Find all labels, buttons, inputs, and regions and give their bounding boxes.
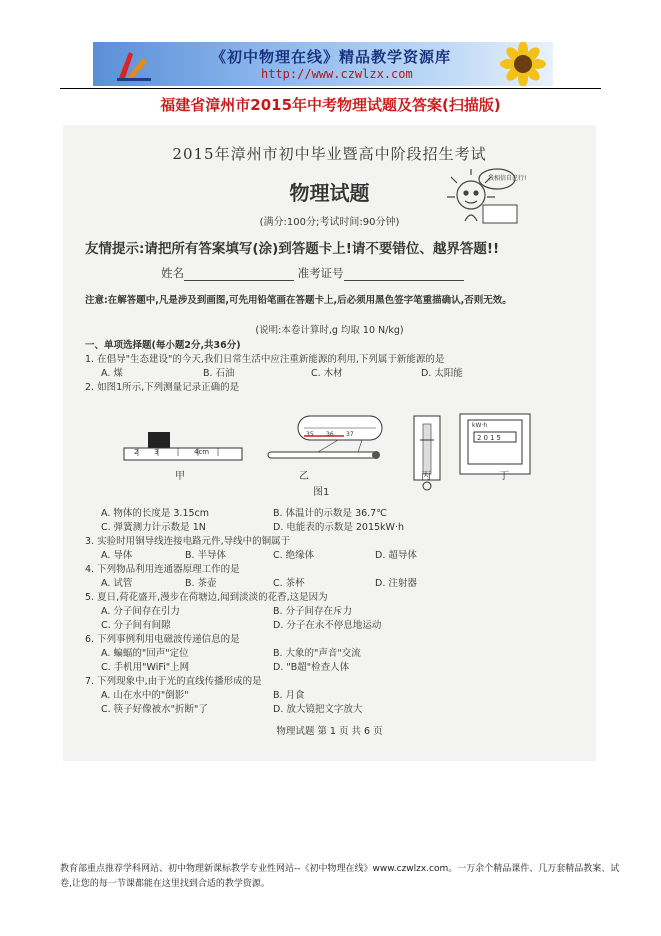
option: C. 弹簧测力计示数是 1N bbox=[101, 522, 206, 533]
name-blank bbox=[184, 268, 294, 281]
option: B. 茶壶 bbox=[185, 578, 217, 589]
banner-title: 《初中物理在线》精品教学资源库 bbox=[211, 48, 452, 66]
fig-label-bing: 丙 bbox=[421, 471, 431, 482]
banner-url[interactable]: http://www.czwlzx.com bbox=[261, 67, 413, 81]
mascot-speech: 我相信自己行! bbox=[488, 175, 527, 182]
option: C. 分子间有间隙 bbox=[101, 620, 171, 631]
ruler-tick: 3 bbox=[154, 448, 159, 456]
figure-caption: 图1 bbox=[313, 487, 330, 498]
question-stem: 4. 下列物品利用连通器原理工作的是 bbox=[85, 564, 240, 575]
sunflower-icon bbox=[495, 42, 551, 86]
meter-digit: 2 bbox=[477, 434, 484, 442]
bottom-ad-note: 教育部重点推荐学科网站、初中物理新课标教学专业性网站--《初中物理在线》www.czwlzx.com。一万余个精品课件、几万套精品教案、试卷,让您的每一节课都能在这里找到合适的教学资源。 bbox=[60, 864, 620, 889]
option: A. 蝙蝠的"回声"定位 bbox=[101, 648, 189, 659]
meter-digit: 0 bbox=[483, 434, 490, 442]
thermo-tick: 35 bbox=[306, 431, 314, 438]
fig-label-yi: 乙 bbox=[299, 471, 309, 482]
explain-line: (说明:本卷计算时,g 均取 10 N/kg) bbox=[255, 325, 404, 336]
option: C. 手机用"WiFi"上网 bbox=[101, 662, 190, 673]
option: C. 绝缘体 bbox=[273, 550, 315, 561]
ticket-blank bbox=[344, 268, 464, 281]
thermometer-figure bbox=[268, 416, 382, 459]
option: A. 分子间存在引力 bbox=[101, 606, 180, 617]
option: B. 石油 bbox=[203, 368, 235, 379]
option: B. 月食 bbox=[273, 690, 305, 701]
meter-digit: 5 bbox=[496, 434, 503, 442]
exam-subject: 物理试题 bbox=[289, 181, 370, 205]
scanned-exam-page bbox=[63, 125, 596, 761]
exam-note: 注意:在解答题中,凡是涉及到画图,可先用铅笔画在答题卡上,后必须用黑色签字笔重描确认,否则无效。 bbox=[85, 295, 512, 306]
exam-page-footer: 物理试题 第 1 页 共 6 页 bbox=[276, 726, 383, 737]
option: D. 放大镜把文字放大 bbox=[273, 704, 363, 715]
site-banner bbox=[93, 42, 553, 86]
ruler-tick: 4cm bbox=[194, 448, 210, 456]
thermo-tick: 37 bbox=[346, 431, 354, 438]
header-rule bbox=[60, 88, 601, 89]
question-stem: 1. 在倡导"生态建设"的今天,我们日常生活中应注重新能源的利用,下列属于新能源的是 bbox=[85, 354, 445, 365]
option: B. 体温计的示数是 36.7℃ bbox=[273, 508, 387, 519]
option: D. 太阳能 bbox=[421, 368, 463, 379]
option: D. "B超"检查人体 bbox=[273, 662, 350, 673]
energy-meter-figure bbox=[460, 414, 530, 474]
option: C. 茶杯 bbox=[273, 578, 305, 589]
page-title: 福建省漳州市2015年中考物理试题及答案(扫描版) bbox=[160, 96, 501, 114]
option: A. 煤 bbox=[101, 368, 123, 379]
exam-title: 2015年漳州市初中毕业暨高中阶段招生考试 bbox=[172, 145, 487, 163]
meter-digit: 1 bbox=[489, 434, 497, 442]
name-ticket-line bbox=[161, 265, 464, 281]
question-stem: 6. 下列事例利用电磁波传递信息的是 bbox=[85, 634, 240, 645]
option: D. 超导体 bbox=[375, 550, 417, 561]
option: B. 大象的"声音"交流 bbox=[273, 648, 361, 659]
option: B. 半导体 bbox=[185, 550, 227, 561]
fig-label-jia: 甲 bbox=[175, 471, 185, 482]
site-logo bbox=[115, 48, 155, 82]
section-heading: 一、单项选择题(每小题2分,共36分) bbox=[85, 340, 241, 351]
thermo-tick: 36 bbox=[326, 431, 334, 438]
ticket-label: 准考证号 bbox=[297, 266, 344, 280]
option: A. 山在水中的"倒影" bbox=[101, 690, 189, 701]
option: A. 物体的长度是 3.15cm bbox=[101, 508, 210, 519]
tip-line: 友情提示:请把所有答案填写(涂)到答题卡上!请不要错位、越界答题!! bbox=[85, 241, 500, 257]
option: A. 导体 bbox=[101, 550, 133, 561]
ruler-tick: 2 bbox=[134, 448, 139, 456]
option: D. 分子在永不停息地运动 bbox=[273, 620, 382, 631]
question-stem: 3. 实验时用铜导线连接电路元件,导线中的铜属于 bbox=[85, 536, 291, 547]
question-stem: 7. 下列现象中,由于光的直线传播形成的是 bbox=[85, 676, 262, 687]
meter-reading bbox=[477, 434, 503, 442]
name-label: 姓名 bbox=[161, 266, 184, 280]
question-stem: 5. 夏日,荷花盛开,漫步在荷塘边,闻到淡淡的花香,这是因为 bbox=[85, 592, 328, 603]
meter-unit: kW·h bbox=[472, 422, 488, 429]
ruler-figure bbox=[124, 432, 242, 460]
option: C. 筷子好像被水"折断"了 bbox=[101, 704, 208, 715]
fig-label-ding: 丁 bbox=[499, 471, 509, 482]
option: A. 试管 bbox=[101, 578, 133, 589]
option: D. 电能表的示数是 2015kW·h bbox=[273, 522, 404, 533]
score-line: (满分:100分;考试时间:90分钟) bbox=[259, 217, 400, 228]
option: C. 木材 bbox=[311, 368, 343, 379]
question-stem: 2. 如图1所示,下列测量记录正确的是 bbox=[85, 382, 240, 393]
option: D. 注射器 bbox=[375, 578, 417, 589]
option: B. 分子间存在斥力 bbox=[273, 606, 353, 617]
mascot-illustration bbox=[441, 165, 527, 243]
